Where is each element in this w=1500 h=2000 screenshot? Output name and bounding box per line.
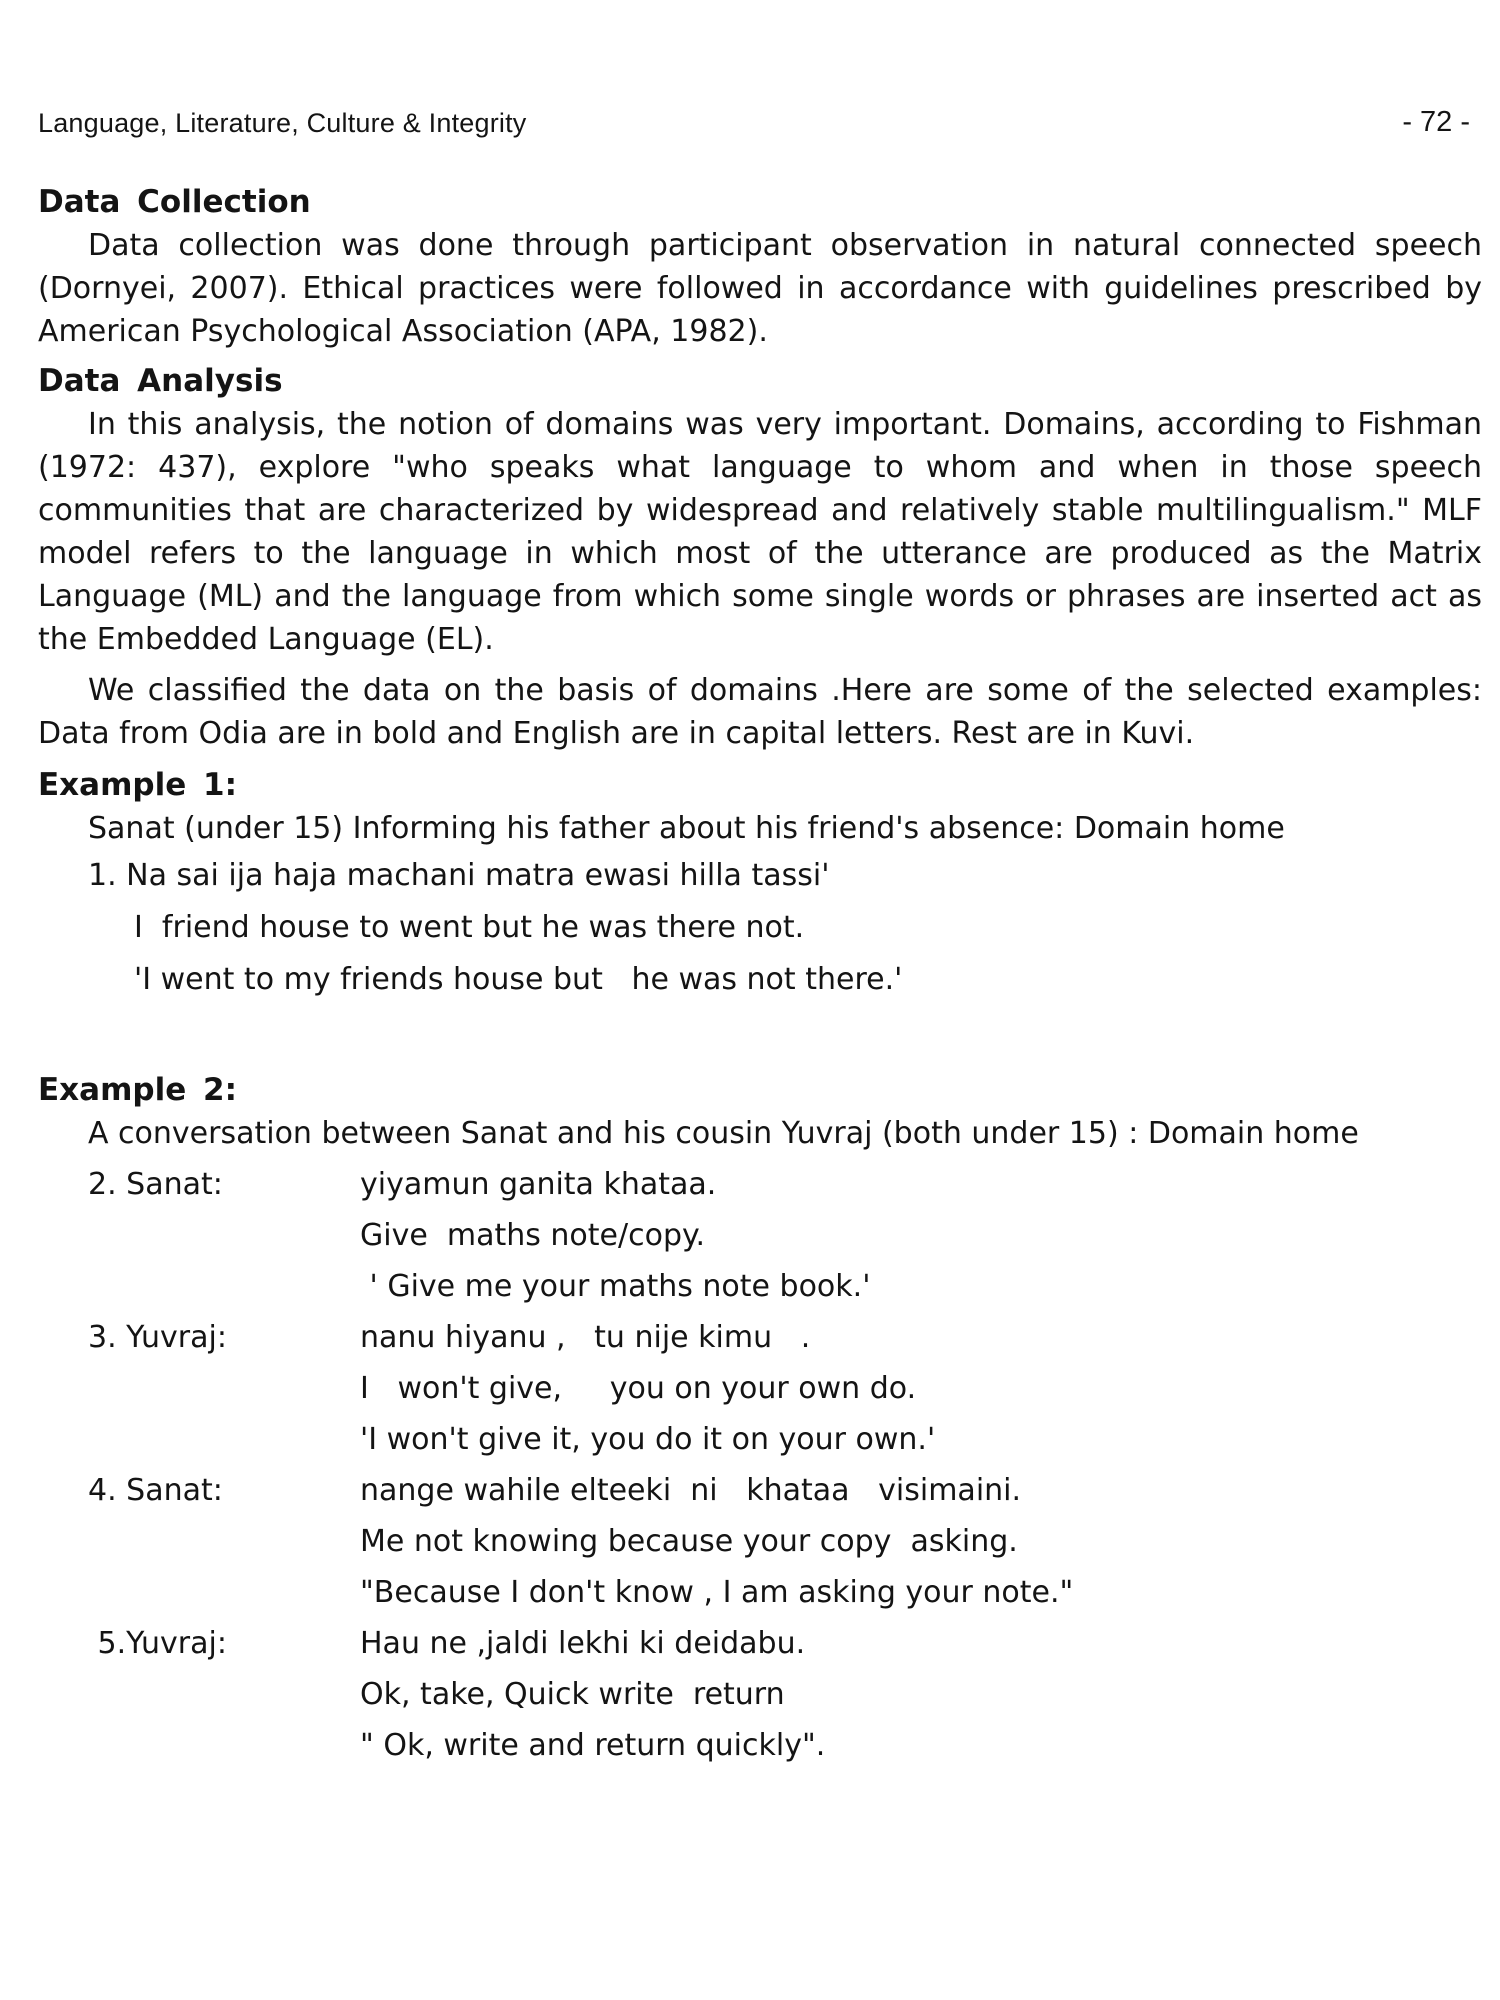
page-number: - 72 - bbox=[1402, 106, 1470, 138]
dialogue bbox=[38, 1159, 1482, 1771]
gloss-line: Ok, take, Quick write return bbox=[360, 1677, 785, 1712]
dialogue-turn bbox=[38, 1618, 1482, 1771]
turn-lines bbox=[360, 1618, 1482, 1771]
gloss-line: Me not knowing because your copy asking. bbox=[360, 1524, 1018, 1559]
turn-lines bbox=[360, 1159, 1482, 1312]
turn-lines bbox=[360, 1465, 1482, 1618]
example-1-kuvi-line: 1. Na sai ija haja machani matra ewasi hilla tassi' bbox=[88, 858, 830, 893]
kuvi-line: Hau ne ,jaldi lekhi ki deidabu. bbox=[360, 1626, 806, 1661]
speaker-label: 4. Sanat: bbox=[88, 1473, 223, 1508]
gloss-line: Give maths note/copy. bbox=[360, 1218, 706, 1253]
paragraph-data-analysis-2: We classified the data on the basis of domains .Here are some of the selected examples: Data from Odia are in bold and English are in capital letters. Rest are in Kuvi. bbox=[38, 673, 1482, 751]
example-1-context: Sanat (under 15) Informing his father about his friend's absence: Domain home bbox=[88, 811, 1285, 846]
spacer bbox=[38, 661, 1482, 669]
translation-line: 'I won't give it, you do it on your own.' bbox=[360, 1422, 936, 1457]
paragraph-data-collection: Data collection was done through participant observation in natural connected speech (Dornyei, 2007). Ethical practices were followed in accordance with guidelines prescribed by American Psychological Association (APA, 1982). bbox=[38, 228, 1482, 349]
speaker-label: 2. Sanat: bbox=[88, 1167, 223, 1202]
heading-data-analysis: Data Analysis bbox=[38, 363, 283, 399]
speaker-label: 5.Yuvraj: bbox=[88, 1626, 227, 1661]
heading-example-2: Example 2: bbox=[38, 1072, 237, 1108]
translation-line: ' Give me your maths note book.' bbox=[360, 1269, 871, 1304]
kuvi-line: yiyamun ganita khataa. bbox=[360, 1167, 717, 1202]
body-text bbox=[38, 180, 1482, 1771]
dialogue-turn bbox=[38, 1312, 1482, 1465]
translation-line: "Because I don't know , I am asking your note." bbox=[360, 1575, 1074, 1610]
translation-line: " Ok, write and return quickly". bbox=[360, 1728, 826, 1763]
heading-example-1: Example 1: bbox=[38, 767, 237, 803]
running-title: Language, Literature, Culture & Integrity bbox=[38, 108, 527, 138]
example-2-context: A conversation between Sanat and his cousin Yuvraj (both under 15) : Domain home bbox=[88, 1116, 1359, 1151]
example-1-gloss: I friend house to went but he was there not. bbox=[134, 910, 805, 945]
kuvi-line: nange wahile elteeki ni khataa visimaini. bbox=[360, 1473, 1022, 1508]
turn-lines bbox=[360, 1312, 1482, 1465]
paragraph-data-analysis-1: In this analysis, the notion of domains was very important. Domains, according to Fishman (1972: 437), explore "who speaks what language to whom and when in those speech communities that are characterized by widespread and relatively stable multilingualism." MLF model refers to the language in which most of the utterance are produced as the Matrix Language (ML) and the language from which some single words or phrases are inserted act as the Embedded Language (EL). bbox=[38, 407, 1482, 657]
dialogue-turn bbox=[38, 1159, 1482, 1312]
kuvi-line: nanu hiyanu , tu nije kimu . bbox=[360, 1320, 811, 1355]
example-1-translation: 'I went to my friends house but he was not there.' bbox=[134, 962, 903, 997]
spacer bbox=[38, 1006, 1482, 1068]
heading-data-collection: Data Collection bbox=[38, 184, 311, 220]
speaker-label: 3. Yuvraj: bbox=[88, 1320, 227, 1355]
gloss-line: I won't give, you on your own do. bbox=[360, 1371, 917, 1406]
dialogue-turn bbox=[38, 1465, 1482, 1618]
